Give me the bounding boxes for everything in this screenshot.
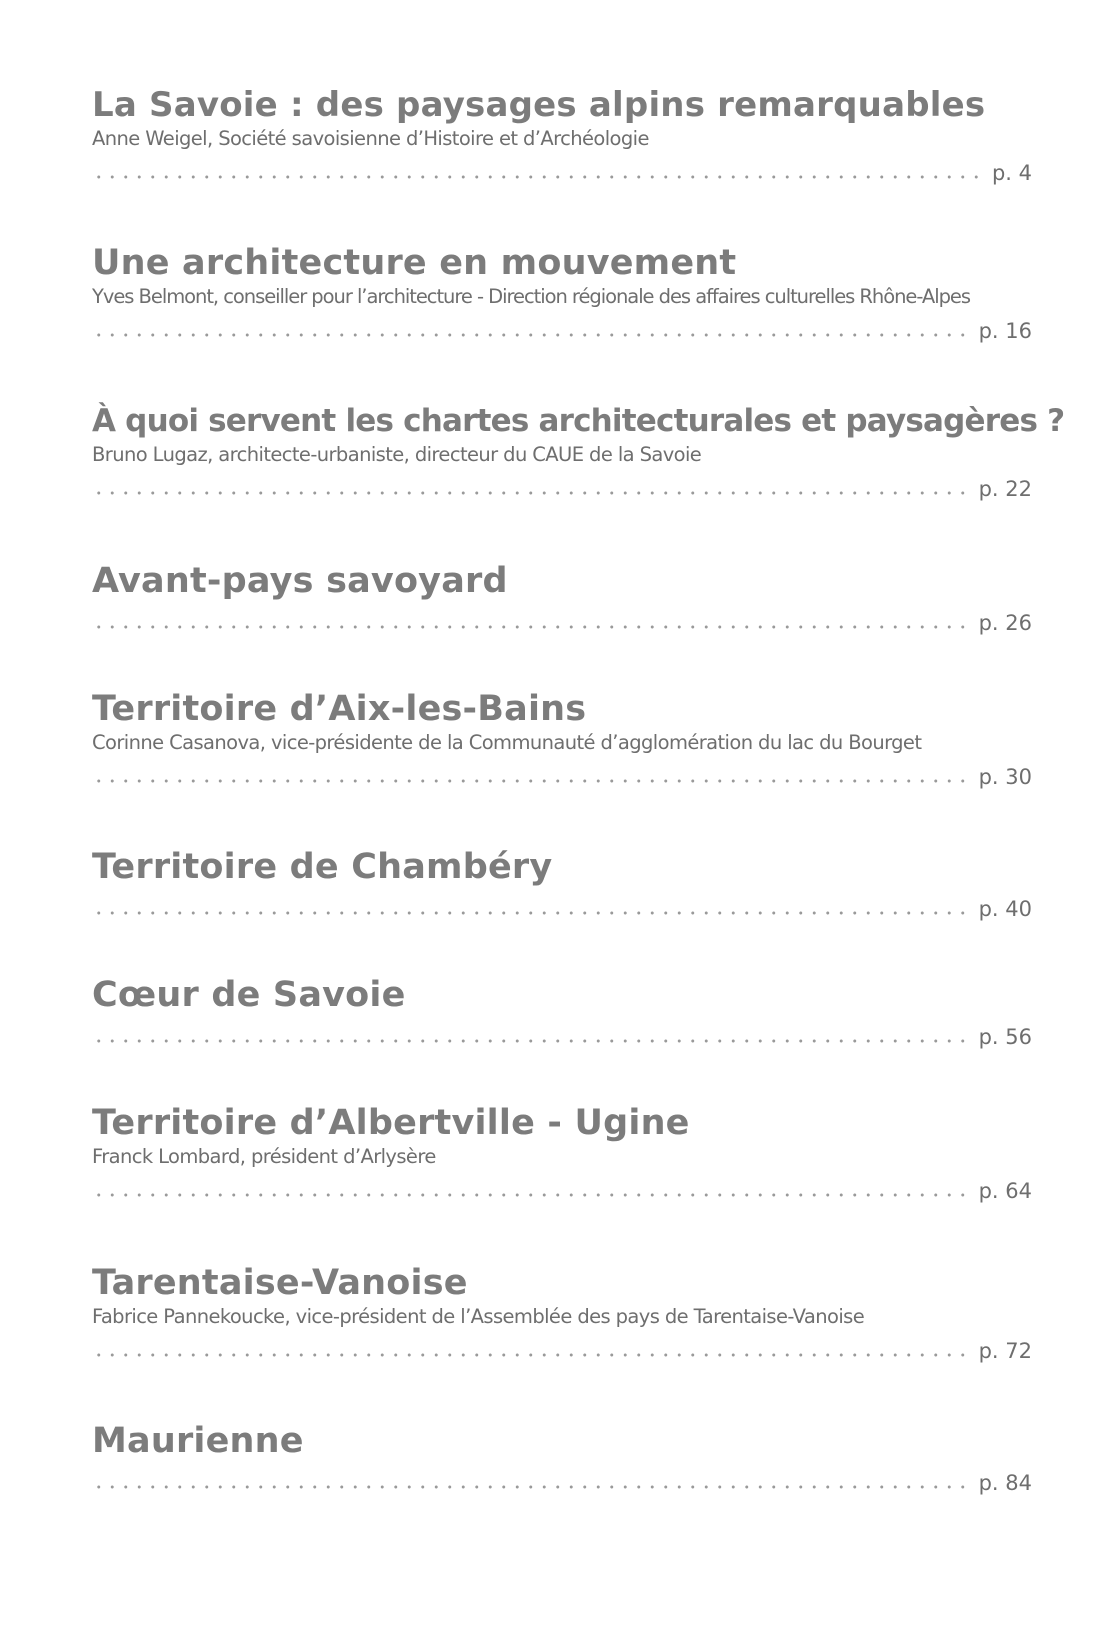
entry-title: La Savoie : des paysages alpins remarquables	[92, 85, 986, 125]
toc-entry-a-quoi-servent[interactable]	[92, 400, 1065, 504]
page-number: p. 72	[978, 1339, 1032, 1363]
dot-leader	[92, 333, 973, 337]
entry-author: Franck Lombard, président d’Arlysère	[92, 1145, 436, 1168]
page-number: p. 64	[978, 1179, 1032, 1203]
toc-entry-maurienne[interactable]	[92, 1420, 1032, 1498]
leader-line	[92, 474, 1032, 504]
leader-line	[92, 1022, 1032, 1052]
entry-title: Maurienne	[92, 1421, 304, 1461]
entry-title: Cœur de Savoie	[92, 975, 406, 1015]
page-number: p. 56	[978, 1025, 1032, 1049]
entry-title: Territoire de Chambéry	[92, 847, 553, 887]
entry-title: À quoi servent les chartes architecturales et paysagères ?	[92, 403, 1065, 439]
leader-line	[92, 1468, 1032, 1498]
toc-entry-une-architecture[interactable]	[92, 242, 1032, 346]
toc-entry-territoire-aix-les-bains[interactable]	[92, 688, 1032, 792]
dot-leader	[92, 1039, 973, 1043]
dot-leader	[92, 1353, 973, 1357]
entry-author: Corinne Casanova, vice-présidente de la Communauté d’agglomération du lac du Bourget	[92, 731, 922, 754]
entry-title: Territoire d’Albertville - Ugine	[92, 1103, 690, 1143]
leader-line	[92, 608, 1032, 638]
dot-leader	[92, 1485, 973, 1489]
page-number: p. 84	[978, 1471, 1032, 1495]
leader-line	[92, 1336, 1032, 1366]
toc-entry-territoire-albertville-ugine[interactable]	[92, 1102, 1032, 1206]
leader-line	[92, 894, 1032, 924]
entry-title: Territoire d’Aix-les-Bains	[92, 689, 587, 729]
page-number: p. 26	[978, 611, 1032, 635]
leader-line	[92, 316, 1032, 346]
entry-author: Fabrice Pannekoucke, vice-président de l’Assemblée des pays de Tarentaise-Vanoise	[92, 1305, 865, 1328]
dot-leader	[92, 625, 973, 629]
page-number: p. 22	[978, 477, 1032, 501]
toc-entry-coeur-de-savoie[interactable]	[92, 974, 1032, 1052]
leader-line	[92, 762, 1032, 792]
dot-leader	[92, 779, 973, 783]
toc-entry-territoire-de-chambery[interactable]	[92, 846, 1032, 924]
entry-title: Tarentaise-Vanoise	[92, 1263, 468, 1303]
leader-line	[92, 1176, 1032, 1206]
entry-title: Avant-pays savoyard	[92, 561, 508, 601]
dot-leader	[92, 491, 973, 495]
entry-author: Bruno Lugaz, architecte-urbaniste, directeur du CAUE de la Savoie	[92, 443, 702, 466]
page-number: p. 16	[978, 319, 1032, 343]
page-number: p. 4	[991, 161, 1032, 185]
dot-leader	[92, 175, 986, 179]
toc-entry-tarentaise-vanoise[interactable]	[92, 1262, 1032, 1366]
page-number: p. 40	[978, 897, 1032, 921]
toc-entry-avant-pays-savoyard[interactable]	[92, 560, 1032, 638]
toc-entry-la-savoie[interactable]	[92, 84, 1032, 188]
dot-leader	[92, 911, 973, 915]
entry-title: Une architecture en mouvement	[92, 243, 737, 283]
entry-author: Yves Belmont, conseiller pour l’architecture - Direction régionale des affaires culturelles Rhône-Alpes	[92, 285, 970, 308]
leader-line	[92, 158, 1032, 188]
page-number: p. 30	[978, 765, 1032, 789]
dot-leader	[92, 1193, 973, 1197]
entry-author: Anne Weigel, Société savoisienne d’Histoire et d’Archéologie	[92, 127, 649, 150]
